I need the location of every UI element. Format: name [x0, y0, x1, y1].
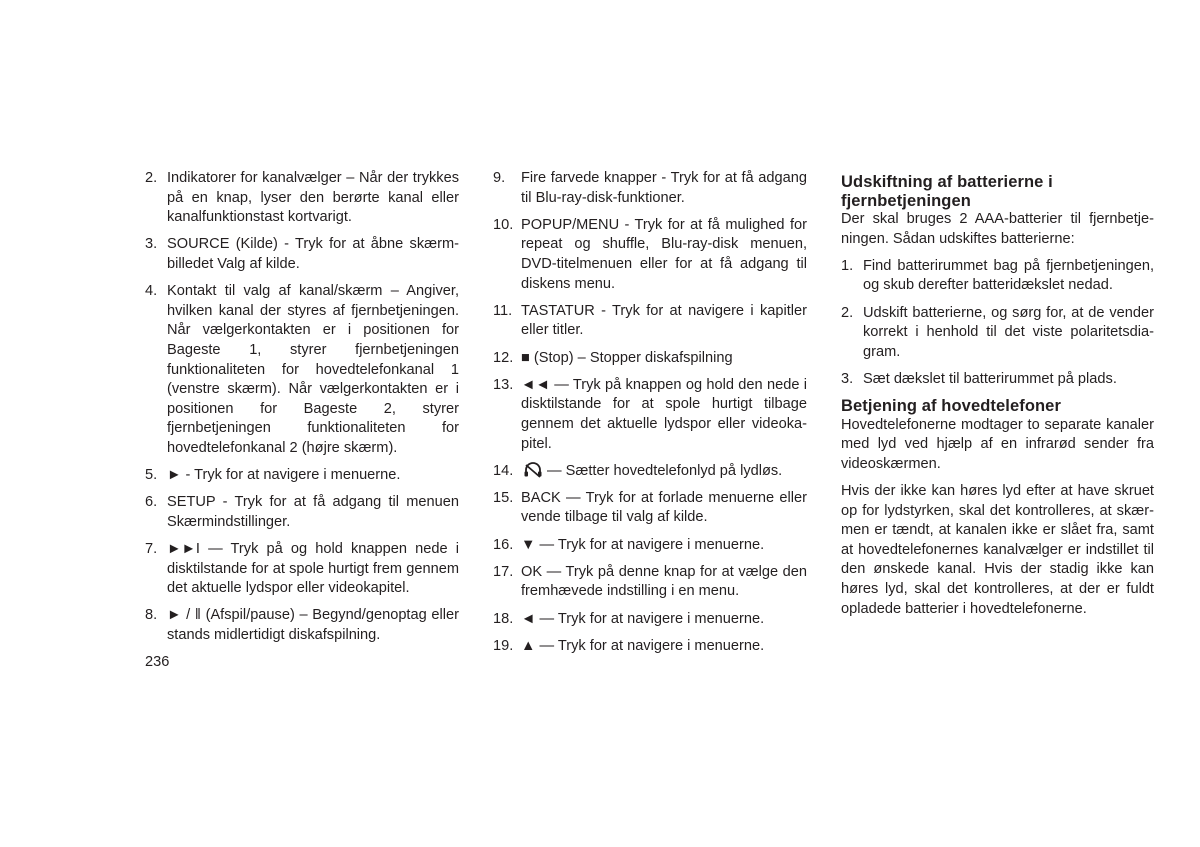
list-item — [493, 489, 807, 528]
list-item — [841, 304, 1154, 363]
item-number: 15. — [493, 489, 514, 506]
item-text: ▲ — Tryk for at navigere i menuerne. — [521, 637, 765, 654]
list-item — [493, 349, 807, 369]
item-number: 4. — [145, 283, 158, 300]
list-item — [841, 370, 1154, 390]
item-text: BACK — Tryk for at forlade menuerne eller vende tilbage til valg af kilde. — [521, 489, 807, 526]
intro-paragraph: Der skal bruges 2 AAA-batterier til fjernbetjeningen. Sådan udskiftes batterierne: — [841, 211, 1154, 247]
item-number: 16. — [493, 536, 514, 553]
item-number: 10. — [493, 216, 514, 233]
item-number: 5. — [145, 467, 158, 484]
left-column — [145, 169, 459, 653]
headphone-mute-icon — [523, 462, 543, 478]
numbered-list — [493, 169, 807, 656]
item-text: OK — Tryk på denne knap for at vælge den fremhævede indstilling i en menu. — [521, 563, 807, 600]
item-number: 9. — [493, 170, 506, 186]
item-number: 2. — [145, 170, 158, 186]
item-number: 2. — [841, 304, 854, 321]
section-heading-headphones: Betjening af hovedtelefoner — [841, 397, 1061, 416]
item-number: 1. — [841, 257, 854, 274]
item-text: ► - Tryk for at navigere i menuerne. — [167, 467, 401, 484]
item-text: — Sætter hovedtelefonlyd på lydløs. — [547, 462, 783, 479]
list-item — [493, 610, 807, 630]
item-text: ►►I — Tryk på og hold knappen nede i disktilstande for at spole hurtigt frem gennem det aktuelle lydspor eller videokapitel. — [167, 541, 459, 597]
item-text: SETUP - Tryk for at få adgang til menuen Skærmindstillinger. — [167, 494, 459, 530]
item-text: Find batterirummet bag på fjernbetjeningen, og skub derefter batteridækslet nedad. — [863, 257, 1154, 294]
item-text: Fire farvede knapper - Tryk for at få adgang til Blu-ray-disk-funktioner. — [521, 170, 807, 206]
item-text: POPUP/MENU - Tryk for at få mulighed for repeat og shuffle, Blu-ray-disk menuen, DVD-titelmenuen eller for at få adgang til diskens menu. — [521, 216, 807, 292]
list-item — [145, 540, 459, 599]
list-item — [493, 376, 807, 454]
item-text: ► / ‖ (Afspil/pause) – Begynd/genoptag eller stands midlertidigt diskafspilning. — [167, 607, 459, 644]
list-item — [493, 302, 807, 341]
paragraph: Hovedtelefonerne modtager to separate kanaler med lyd ved hjælp af en infrarød sender fra videoskærmen. — [841, 416, 1154, 472]
item-number: 13. — [493, 376, 514, 393]
item-number: 17. — [493, 563, 514, 580]
item-number: 8. — [145, 607, 158, 624]
list-item — [145, 493, 459, 532]
item-text: ▼ — Tryk for at navigere i menuerne. — [521, 536, 765, 553]
item-text: Indikatorer for kanalvælger – Når der trykkes på en knap, lyser den berørte kanal eller kanalfunktionstast kortvarigt. — [167, 170, 459, 226]
item-number: 14. — [493, 462, 514, 479]
item-number: 19. — [493, 637, 514, 654]
item-text: SOURCE (Kilde) - Tryk for at åbne skærmbilledet Valg af kilde. — [167, 236, 459, 272]
item-text: Kontakt til valg af kanal/skærm – Angiver, hvilken kanal der styres af fjernbetjeningen. Når vælgerkontakten er i positionen for Bageste 1, styrer fjernbetjeningen funktionaliteten for hovedtelefonkanal 1 (venstre skærm). Når vælgerkontakten er i positionen for Bageste 2, styrer fjernbetjeningen funktionaliteten for hovedtelefonkanal 2 (højre skærm). — [167, 283, 459, 456]
item-number: 18. — [493, 610, 514, 627]
item-text: Sæt dækslet til batterirummet på plads. — [863, 370, 1117, 387]
list-item — [493, 637, 807, 657]
middle-column — [493, 169, 807, 664]
item-text: ◄ — Tryk for at navigere i menuerne. — [521, 610, 765, 627]
numbered-list — [841, 257, 1154, 390]
list-item — [493, 462, 807, 482]
item-text: TASTATUR - Tryk for at navigere i kapitler eller titler. — [521, 302, 807, 339]
list-item — [145, 169, 459, 228]
section-heading-batteries: Udskiftning af batterierne i fjernbetjeningen — [841, 173, 1053, 210]
item-number: 3. — [145, 236, 158, 253]
list-item — [493, 536, 807, 556]
list-item — [145, 235, 459, 274]
item-number: 12. — [493, 349, 514, 366]
item-text-wrapper — [521, 462, 807, 482]
paragraph: Hvis der ikke kan høres lyd efter at have skruet op for lydstyrken, skal det kontrolleres, at skærmen er tændt, at kanalen ikke er slået fra, samt at hovedtelefonernes kanalvælger er indstillet til den ønskede kanal. Hvis der stadig ikke kan høres lyd, skal det kontrolleres, at der er fuldt opladede batterier i hovedtelefonerne. — [841, 483, 1154, 617]
numbered-list — [145, 169, 459, 646]
item-text: ◄◄ — Tryk på knappen og hold den nede i disktilstande for at spole hurtigt tilbage gennem det aktuelle lydspor eller videokapitel. — [521, 376, 807, 452]
item-number: 11. — [493, 302, 513, 319]
item-number: 7. — [145, 541, 158, 558]
right-column — [841, 169, 1154, 627]
list-item — [493, 563, 807, 602]
list-item — [841, 257, 1154, 296]
page-number: 236 — [145, 654, 170, 670]
list-item — [145, 606, 459, 645]
list-item — [493, 216, 807, 294]
item-text: ■ (Stop) – Stopper diskafspilning — [521, 349, 733, 366]
item-text: Udskift batterierne, og sørg for, at de vender korrekt i henhold til det viste polaritetsdiagram. — [863, 304, 1154, 360]
list-item — [493, 169, 807, 208]
item-number: 3. — [841, 370, 854, 387]
list-item — [145, 466, 459, 486]
item-number: 6. — [145, 494, 158, 511]
list-item — [145, 282, 459, 458]
